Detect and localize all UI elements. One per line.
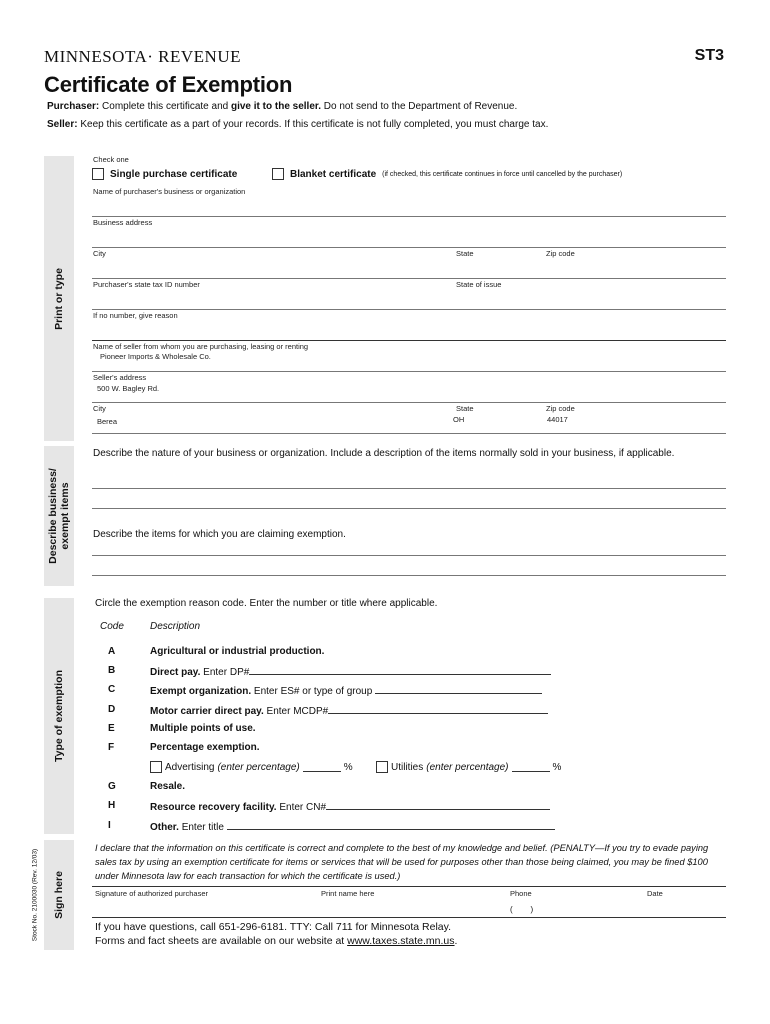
nature-of-business-prompt: Describe the nature of your business or organization. Include a description of the items normally sold in your business, if applicable. <box>93 448 675 459</box>
website-link[interactable]: www.taxes.state.mn.us <box>347 935 455 947</box>
tax-id-label: Purchaser's state tax ID number <box>93 280 200 289</box>
purchaser-instruction: Purchaser: Complete this certificate and give it to the seller. Do not send to the Department of Revenue. <box>47 101 518 112</box>
page-title: Certificate of Exemption <box>44 72 293 97</box>
signature-top-line <box>92 886 726 887</box>
city-label: City <box>93 249 106 258</box>
footer-questions: If you have questions, call 651-296-6181. TTY: Call 711 for Minnesota Relay. <box>95 921 452 933</box>
no-number-field[interactable] <box>92 340 726 341</box>
business-address-field[interactable] <box>92 247 726 248</box>
advertising-option[interactable]: Advertising (enter percentage) % <box>150 761 353 773</box>
code-h[interactable]: H <box>108 800 116 811</box>
code-c[interactable]: C <box>108 684 116 695</box>
desc-d: Motor carrier direct pay. Enter MCDP# <box>150 704 548 717</box>
code-header: Code <box>100 621 124 632</box>
state-label: State <box>456 249 474 258</box>
utilities-pct-field[interactable] <box>512 762 550 772</box>
code-a[interactable]: A <box>108 646 116 657</box>
mcdp-number-field[interactable] <box>328 704 548 714</box>
dp-number-field[interactable] <box>249 665 551 675</box>
org-logo-text: MINNESOTA· REVENUE <box>44 47 241 66</box>
items-field-line-1[interactable] <box>92 555 726 556</box>
seller-city-value[interactable]: Berea <box>97 417 118 426</box>
seller-address-label: Seller's address <box>93 373 147 382</box>
seller-address-value[interactable]: 500 W. Bagley Rd. <box>97 384 160 393</box>
cn-number-field[interactable] <box>326 800 550 810</box>
divider <box>92 433 726 434</box>
desc-c: Exempt organization. Enter ES# or type of group <box>150 684 542 697</box>
signature-label: Signature of authorized purchaser <box>95 889 208 898</box>
advertising-checkbox[interactable] <box>150 761 162 773</box>
utilities-checkbox[interactable] <box>376 761 388 773</box>
sidebar-type-of-exemption: Type of exemption <box>44 598 74 834</box>
seller-city-label: City <box>93 404 106 413</box>
single-purchase-checkbox[interactable] <box>92 168 104 180</box>
code-f[interactable]: F <box>108 742 115 753</box>
code-b[interactable]: B <box>108 665 116 676</box>
exemption-intro: Circle the exemption reason code. Enter the number or title where applicable. <box>95 598 438 609</box>
purchaser-name-label: Name of purchaser's business or organization <box>93 187 246 196</box>
blanket-option[interactable]: Blanket certificate (if checked, this certificate continues in force until cancelled by the purchaser) <box>272 168 622 180</box>
seller-name-value[interactable]: Pioneer Imports & Wholesale Co. <box>100 352 211 361</box>
sidebar-describe: Describe business/ exempt items <box>44 446 74 586</box>
check-one-label: Check one <box>93 155 129 164</box>
single-purchase-option[interactable]: Single purchase certificate <box>92 168 237 180</box>
items-field-line-2[interactable] <box>92 575 726 576</box>
other-title-field[interactable] <box>227 820 555 830</box>
desc-e: Multiple points of use. <box>150 723 256 734</box>
seller-name-label: Name of seller from whom you are purchasing, leasing or renting <box>93 342 309 351</box>
purchaser-name-field[interactable] <box>92 216 726 217</box>
exempt-items-prompt: Describe the items for which you are claiming exemption. <box>93 529 346 540</box>
footer-website-line: Forms and fact sheets are available on our website at www.taxes.state.mn.us. <box>95 935 458 947</box>
seller-state-value[interactable]: OH <box>453 415 465 424</box>
seller-zip-value[interactable]: 44017 <box>547 415 568 424</box>
sidebar-print-or-type: Print or type <box>44 156 74 441</box>
desc-a: Agricultural or industrial production. <box>150 646 325 657</box>
divider <box>92 371 726 372</box>
code-g[interactable]: G <box>108 781 116 792</box>
phone-field[interactable]: ( ) <box>510 905 534 914</box>
city-state-zip-field[interactable] <box>92 278 726 279</box>
desc-f: Percentage exemption. <box>150 742 260 753</box>
seller-instruction: Seller: Keep this certificate as a part of your records. If this certificate is not fully completed, you must charge tax. <box>47 119 549 130</box>
sidebar-sign-here: Sign here <box>44 840 74 950</box>
advertising-pct-field[interactable] <box>303 762 341 772</box>
date-label: Date <box>647 889 663 898</box>
nature-field-line-2[interactable] <box>92 508 726 509</box>
desc-g: Resale. <box>150 781 186 792</box>
code-d[interactable]: D <box>108 704 116 715</box>
code-e[interactable]: E <box>108 723 115 734</box>
es-number-field[interactable] <box>375 684 542 694</box>
print-name-label: Print name here <box>321 889 375 898</box>
code-i[interactable]: I <box>108 820 111 831</box>
description-header: Description <box>150 621 201 632</box>
declaration-text: I declare that the information on this certificate is correct and complete to the best of my knowledge and belief. (PENALTY—If you try to evade paying sales tax by using an exemption certificate for items or services that will be used for purposes other than those being claimed, you may be fined $100 under Minnesota law for each transaction for which the certificate is used.) <box>95 843 709 881</box>
form-number: ST3 <box>694 47 724 64</box>
blanket-checkbox[interactable] <box>272 168 284 180</box>
desc-i: Other. Enter title <box>150 820 555 833</box>
seller-state-label: State <box>456 404 474 413</box>
utilities-option[interactable]: Utilities (enter percentage) % <box>376 761 561 773</box>
no-number-label: If no number, give reason <box>93 311 178 320</box>
state-of-issue-label: State of issue <box>456 280 502 289</box>
tax-id-field[interactable] <box>92 309 726 310</box>
stock-number: Stock No. 2100030 (Rev. 12/03) <box>31 848 39 942</box>
divider <box>92 402 726 403</box>
nature-field-line-1[interactable] <box>92 488 726 489</box>
desc-h: Resource recovery facility. Enter CN# <box>150 800 550 813</box>
signature-row-line[interactable] <box>92 917 726 918</box>
phone-label: Phone <box>510 889 532 898</box>
seller-zip-label: Zip code <box>546 404 575 413</box>
zip-label: Zip code <box>546 249 575 258</box>
desc-b: Direct pay. Enter DP# <box>150 665 551 678</box>
business-address-label: Business address <box>93 218 153 227</box>
